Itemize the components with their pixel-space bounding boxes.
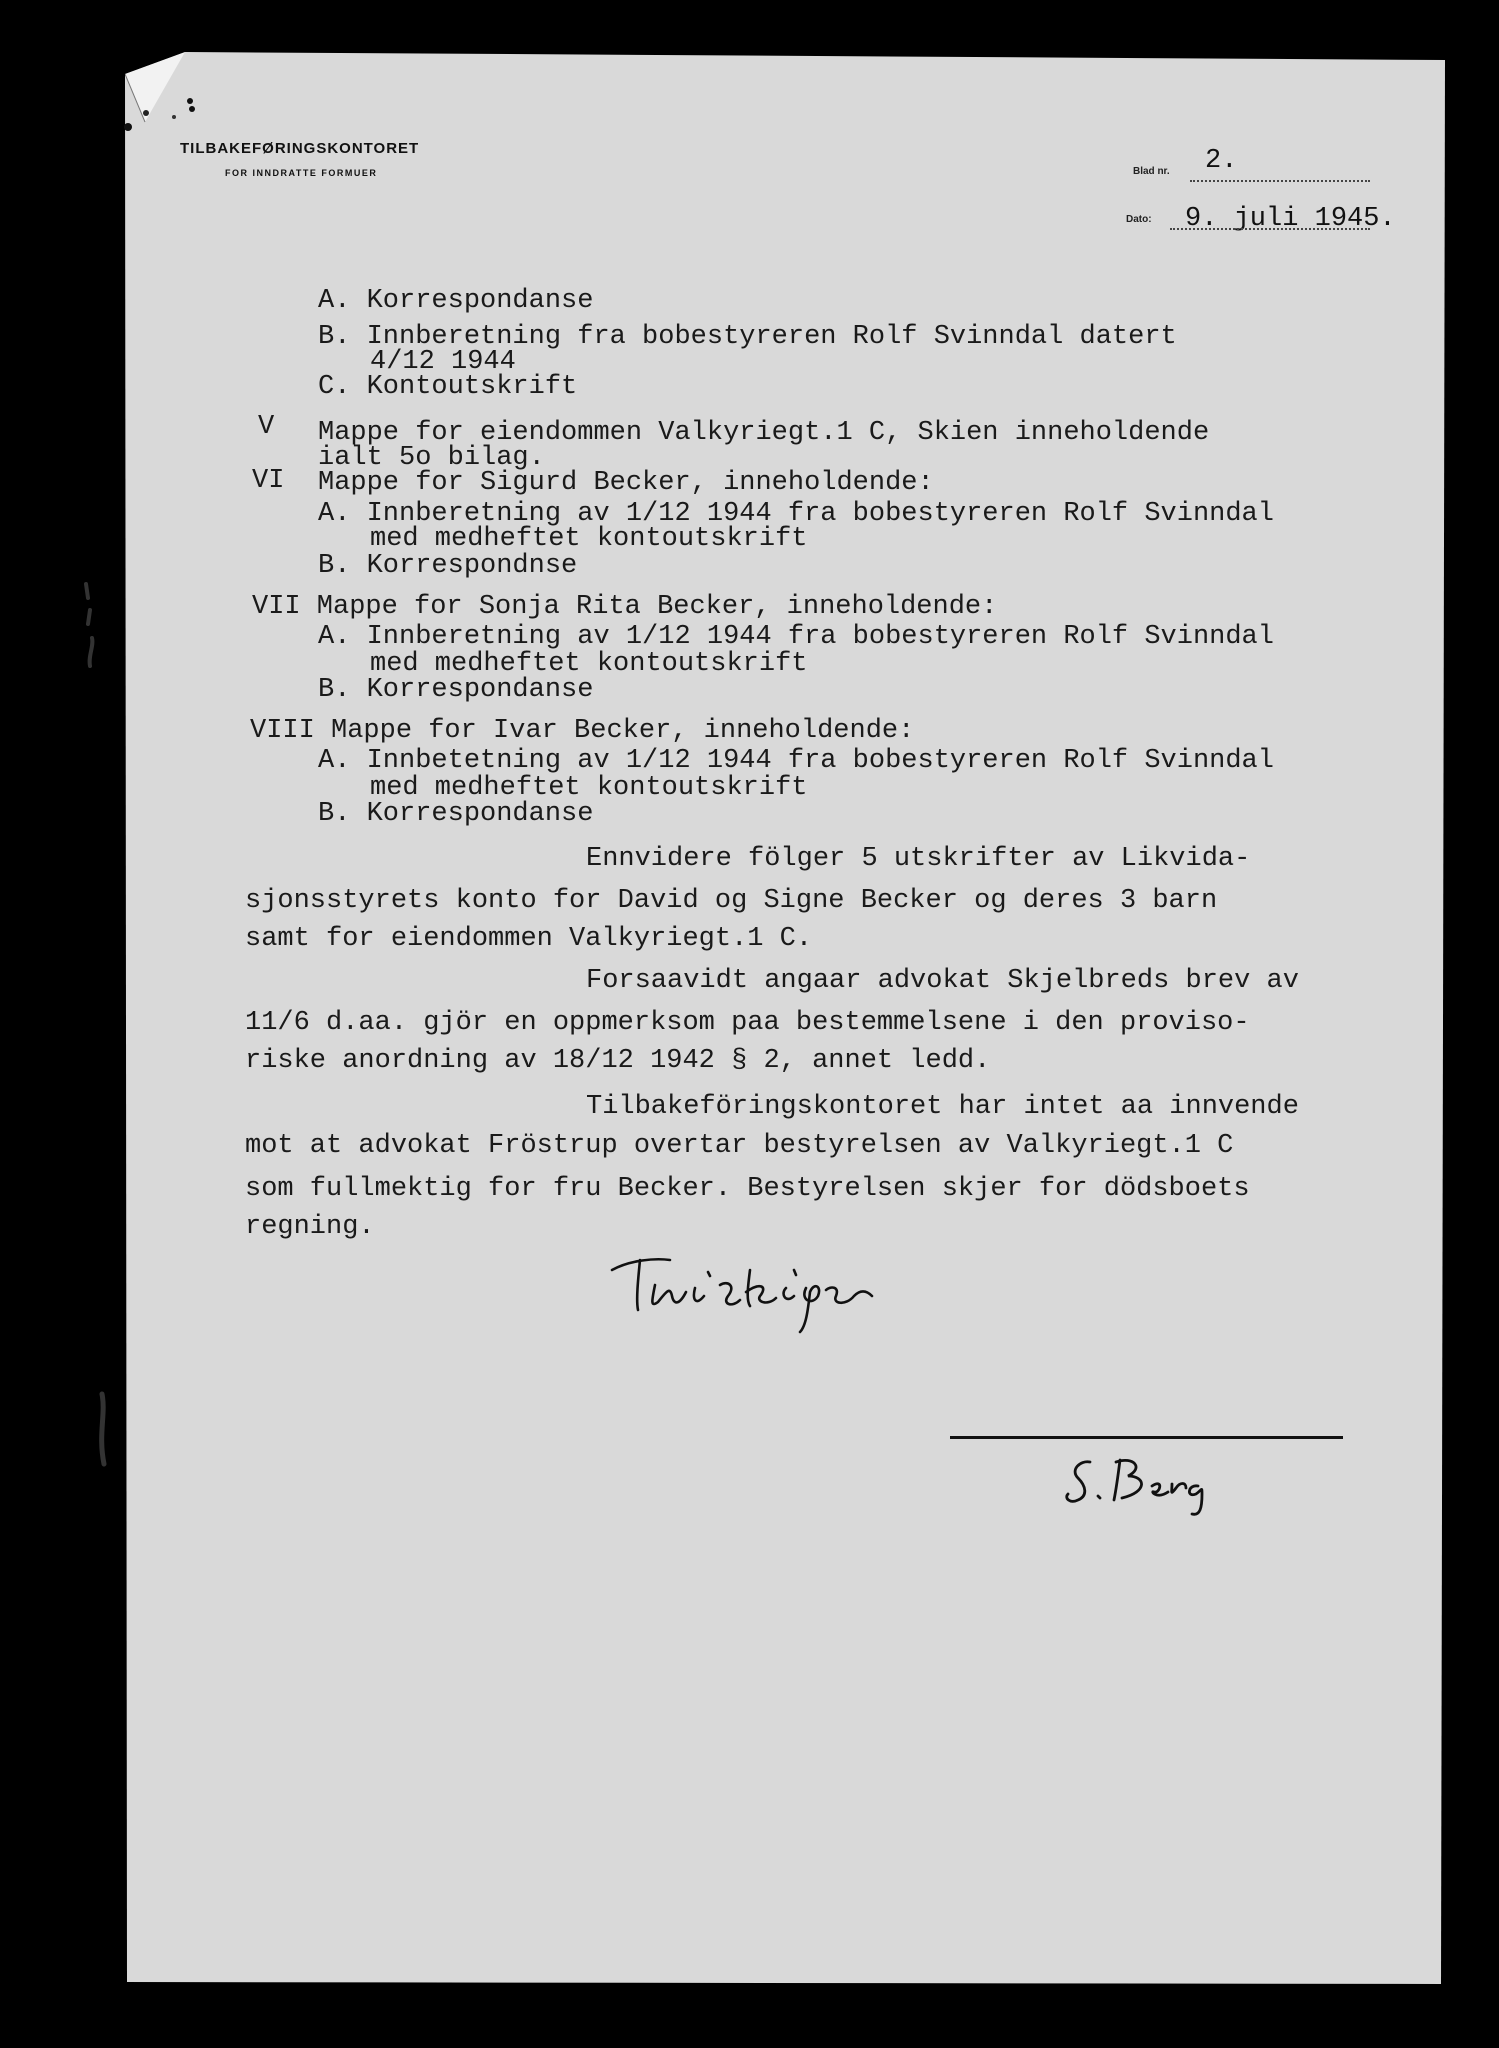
dato-dotline bbox=[1170, 228, 1370, 230]
body-line: B. Korrespondanse bbox=[318, 675, 594, 705]
body-line: A. Innberetning av 1/12 1944 fra bobestyreren Rolf Svinndal bbox=[318, 499, 1274, 529]
body-line: sjonsstyrets konto for David og Signe Becker og deres 3 barn bbox=[245, 886, 1218, 916]
body-line: Mappe for eiendommen Valkyriegt.1 C, Skien inneholdende bbox=[318, 418, 1210, 448]
body-line: 11/6 d.aa. gjör en oppmerksom paa bestemmelsene i den proviso- bbox=[245, 1008, 1250, 1038]
handwritten-signature bbox=[600, 1230, 900, 1340]
blad-value: 2. bbox=[1205, 146, 1238, 176]
dato-value: 9. juli 1945. bbox=[1185, 204, 1396, 234]
body-line: med medheftet kontoutskrift bbox=[370, 773, 808, 803]
letterhead-sub: FOR INNDRATTE FORMUER bbox=[225, 168, 378, 178]
body-line: samt for eiendommen Valkyriegt.1 C. bbox=[245, 924, 813, 954]
body-line: regning. bbox=[245, 1212, 375, 1242]
ink-marks bbox=[88, 1390, 118, 1470]
body-line: med medheftet kontoutskrift bbox=[370, 649, 808, 679]
body-line: Forsaavidt angaar advokat Skjelbreds brev av bbox=[586, 966, 1299, 996]
body-line: ialt 5o bilag. bbox=[318, 443, 545, 473]
body-line: B. Innberetning fra bobestyreren Rolf Svinndal datert bbox=[318, 322, 1177, 352]
blad-dotline bbox=[1190, 180, 1370, 182]
body-line: A. Innbetetning av 1/12 1944 fra bobestyreren Rolf Svinndal bbox=[318, 746, 1274, 776]
dato-label: Dato: bbox=[1126, 214, 1152, 225]
section-numeral: V bbox=[258, 412, 275, 442]
body-line: B. Korrespondanse bbox=[318, 799, 594, 829]
letterhead-org: TILBAKEFØRINGSKONTORET bbox=[180, 140, 420, 157]
signature-line bbox=[950, 1436, 1343, 1439]
body-line: riske anordning av 18/12 1942 § 2, annet ledd. bbox=[245, 1046, 991, 1076]
body-line: Tilbakeföringskontoret har intet aa innvende bbox=[586, 1092, 1299, 1122]
body-line: med medheftet kontoutskrift bbox=[370, 524, 808, 554]
section-numeral: VI bbox=[252, 466, 285, 496]
body-line: som fullmektig for fru Becker. Bestyrelsen skjer for dödsboets bbox=[245, 1174, 1250, 1204]
blad-label: Blad nr. bbox=[1133, 166, 1170, 177]
body-line: Mappe for Sigurd Becker, inneholdende: bbox=[318, 468, 934, 498]
body-line: mot at advokat Fröstrup overtar bestyrelsen av Valkyriegt.1 C bbox=[245, 1131, 1234, 1161]
body-line: Ennvidere fölger 5 utskrifter av Likvida- bbox=[586, 844, 1251, 874]
handwritten-signature bbox=[1060, 1448, 1240, 1518]
ink-marks bbox=[120, 95, 210, 145]
body-line: A. Korrespondanse bbox=[318, 286, 594, 316]
body-line: C. Kontoutskrift bbox=[318, 372, 578, 402]
body-line: VII Mappe for Sonja Rita Becker, inneholdende: bbox=[252, 592, 998, 622]
body-line: B. Korrespondnse bbox=[318, 551, 578, 581]
body-line: A. Innberetning av 1/12 1944 fra bobestyreren Rolf Svinndal bbox=[318, 622, 1274, 652]
body-line: VIII Mappe for Ivar Becker, inneholdende: bbox=[250, 716, 915, 746]
ink-marks bbox=[74, 580, 104, 670]
body-line: 4/12 1944 bbox=[370, 347, 516, 377]
